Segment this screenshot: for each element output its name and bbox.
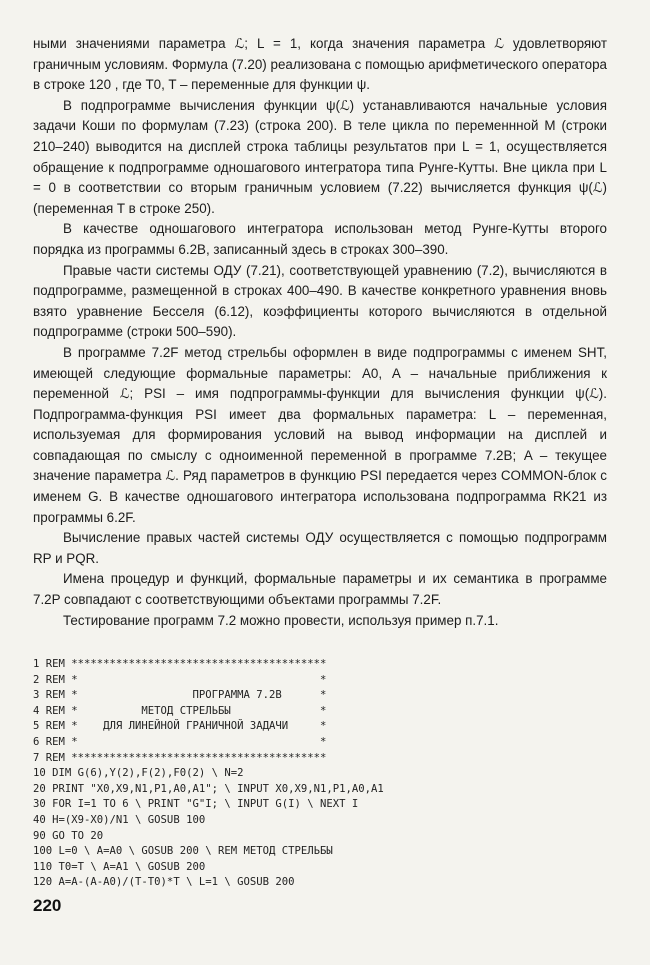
code-line: 30 FOR I=1 TO 6 \ PRINT "G"I; \ INPUT G(I) \ NEXT I xyxy=(33,798,359,811)
page-number: 220 xyxy=(33,896,62,915)
code-line: 1 REM **************************************** xyxy=(33,658,327,670)
paragraph: Вычисление правых частей системы ОДУ осуществляется с помощью подпрограмм RP и PQR. xyxy=(33,530,607,566)
paragraph: Правые части системы ОДУ (7.21), соответствующей уравнению (7.2), вычисляются в подпрограмме, размещенной в строках 400–490. В качестве конкретного уравнения вновь взято уравнение Бесселя (6.12), коэффициенты которого вычисляются в отдельной подпрограмме (строки 500–590). xyxy=(33,262,607,340)
code-line: 7 REM **************************************** xyxy=(33,751,327,764)
paragraph: В подпрограмме вычисления функции ψ(ℒ) устанавливаются начальные условия задачи Коши по формулам (7.23) (строка 200). В теле цикла по переменнной M (строки 210–240) выводится на дисплей строка таблицы результатов при L = 1, осуществляется обращение к подпрограмме одношагового интегратора типа Рунге-Кутты. Вне цикла при L = 0 в соответствии со вторым граничным условием (7.22) вычисляется функция ψ(ℒ) (переменная T в строке 250). xyxy=(33,97,607,216)
code-line: 2 REM * * xyxy=(33,673,327,686)
code-line: 20 PRINT "X0,X9,N1,P1,A0,A1"; \ INPUT X0,X9,N1,P1,A0,A1 xyxy=(33,782,384,795)
paragraph: В программе 7.2F метод стрельбы оформлен в виде подпрограммы с именем SHT, имеющей следующие формальные параметры: A0, A – начальные приближения к переменной ℒ; PSI – имя подпрограммы-функции для вычисления функции ψ(ℒ). Подпрограмма-функция PSI имеет два формальных параметра: L – переменная, используемая для формирования условий на вывод информации на дисплей и совпадающая по смыслу с одноименной переменной в программе 7.2В; A – текущее значение параметра ℒ. Ряд параметров в функцию PSI передается через COMMON-блок с именем G. В качестве одношагового интегратора использована подпрограмма RK21 из программы 6.2F. xyxy=(33,344,607,525)
code-line: 10 DIM G(6),Y(2),F(2),F0(2) \ N=2 xyxy=(33,767,244,780)
paragraph: Тестирование программ 7.2 можно провести, используя пример п.7.1. xyxy=(63,612,499,628)
code-line: 5 REM * ДЛЯ ЛИНЕЙНОЙ ГРАНИЧНОЙ ЗАДАЧИ * xyxy=(33,720,327,733)
body-text xyxy=(33,34,607,631)
code-line: 3 REM * ПРОГРАММА 7.2В * xyxy=(33,689,327,702)
paragraph: В качестве одношагового интегратора использован метод Рунге-Кутты второго порядка из программы 6.2В, записанный здесь в строках 300–390. xyxy=(33,221,607,257)
code-line: 4 REM * МЕТОД СТРЕЛЬБЫ * xyxy=(33,704,327,717)
paragraph: Имена процедур и функций, формальные параметры и их семантика в программе 7.2P совпадают с соответствующими объектами программы 7.2F. xyxy=(33,571,607,608)
code-line: 100 L=0 \ A=A0 \ GOSUB 200 \ REM МЕТОД СТРЕЛЬБЫ xyxy=(33,845,333,858)
code-line: 6 REM * * xyxy=(33,735,327,748)
program-listing xyxy=(33,657,593,891)
code-line: 120 A=A-(A-A0)/(T-T0)*T \ L=1 \ GOSUB 200 xyxy=(33,876,295,889)
code-line: 40 H=(X9-X0)/N1 \ GOSUB 100 xyxy=(33,813,206,826)
paragraph: ными значениями параметра ℒ; L = 1, когда значения параметра ℒ удовлетворяют граничным условиям. Формула (7.20) реализована с помощью арифметического оператора в строке 120 , где T0, T – переменные для функции ψ. xyxy=(33,36,607,93)
code-line: 90 GO TO 20 xyxy=(33,829,104,842)
code-line: 110 T0=T \ A=A1 \ GOSUB 200 xyxy=(33,860,206,873)
